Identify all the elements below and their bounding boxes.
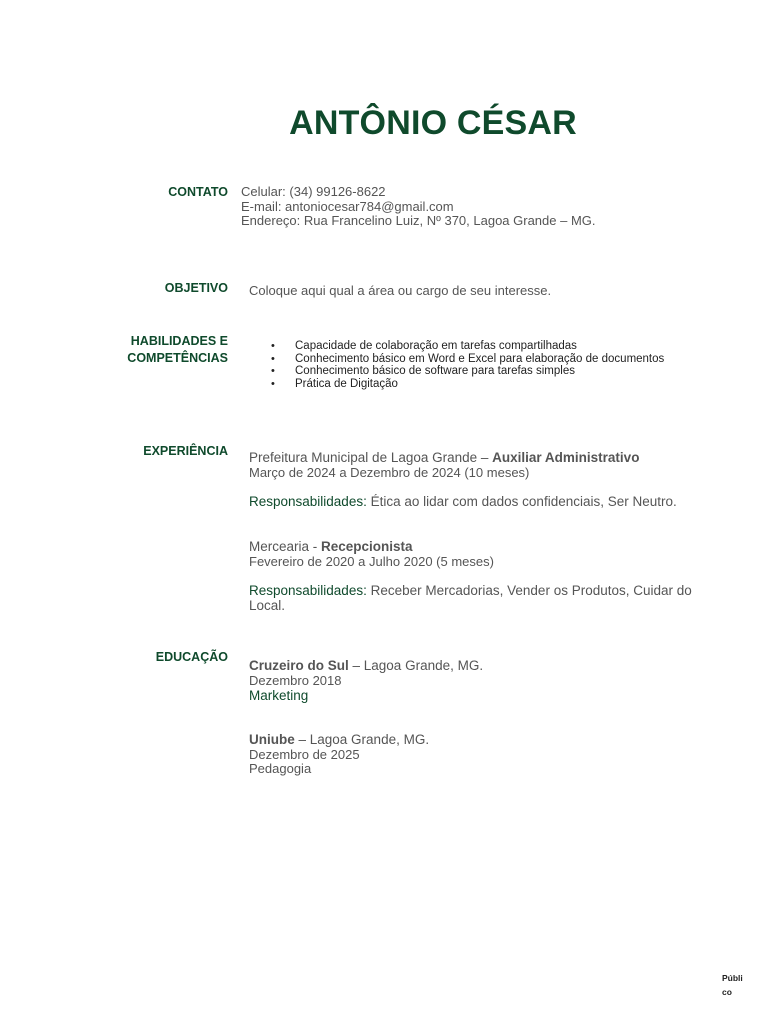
contact-address: Endereço: Rua Francelino Luiz, Nº 370, Lagoa Grande – MG. — [241, 213, 596, 228]
job-period: Março de 2024 a Dezembro de 2024 (10 meses) — [249, 464, 530, 480]
education-section-label: EDUCAÇÃO — [155, 650, 228, 664]
education-location: – Lagoa Grande, MG. — [294, 732, 430, 747]
responsibilities-text: Receber Mercadorias, Vender os Produtos, Cuidar do Local. — [249, 583, 692, 613]
skills-label-line1: HABILIDADES E — [130, 334, 228, 348]
job-role: Auxiliar Administrativo — [492, 450, 640, 465]
experience-section-label: EXPERIÊNCIA — [143, 444, 228, 458]
job-title-line — [249, 451, 699, 466]
education-entry-1 — [249, 659, 699, 704]
education-location: – Lagoa Grande, MG. — [348, 658, 484, 673]
list-item: • Conhecimento básico em Word e Excel para elaboração de documentos — [271, 353, 664, 366]
skills-label-line2: COMPETÊNCIAS — [127, 351, 228, 365]
page-title: ANTÔNIO CÉSAR — [289, 104, 577, 142]
list-item: • Prática de Digitação — [271, 378, 664, 391]
skills-section-label — [127, 333, 228, 367]
job-period: Fevereiro de 2020 a Julho 2020 (5 meses) — [249, 553, 494, 569]
education-school-line — [249, 659, 699, 674]
objective-text: Coloque aqui qual a área ou cargo de seu interesse. — [249, 283, 552, 298]
education-school-line — [249, 733, 699, 748]
education-entry-2 — [249, 733, 699, 777]
responsibilities-text: Ética ao lidar com dados confidenciais, Ser Neutro. — [366, 494, 677, 509]
contact-phone: Celular: (34) 99126-8622 — [241, 184, 386, 199]
job-role: Recepcionista — [321, 539, 413, 554]
job-title-line — [249, 540, 699, 555]
objective-section-label: OBJETIVO — [164, 281, 228, 295]
job-entry-2 — [249, 540, 699, 613]
job-responsibilities — [249, 495, 699, 510]
job-responsibilities — [249, 584, 699, 613]
responsibilities-label: Responsabilidades: — [249, 494, 367, 509]
contact-email: E-mail: antoniocesar784@gmail.com — [241, 198, 454, 214]
education-school: Uniube — [249, 732, 295, 747]
contact-block — [241, 185, 596, 229]
contact-section-label: CONTATO — [168, 185, 228, 199]
education-date: Dezembro de 2025 — [249, 746, 360, 762]
skills-list — [271, 340, 664, 390]
list-item: • Capacidade de colaboração em tarefas compartilhadas — [271, 340, 664, 353]
job-entry-1 — [249, 451, 699, 510]
education-school: Cruzeiro do Sul — [249, 658, 349, 673]
education-course: Marketing — [249, 688, 309, 703]
education-course: Pedagogia — [249, 761, 312, 776]
responsibilities-label: Responsabilidades: — [249, 583, 367, 598]
classification-label: Público — [722, 973, 743, 997]
list-item: • Conhecimento básico de software para tarefas simples — [271, 365, 664, 378]
education-date: Dezembro 2018 — [249, 672, 342, 688]
job-employer: Mercearia - — [249, 539, 322, 554]
job-employer: Prefeitura Municipal de Lagoa Grande – — [249, 450, 493, 465]
